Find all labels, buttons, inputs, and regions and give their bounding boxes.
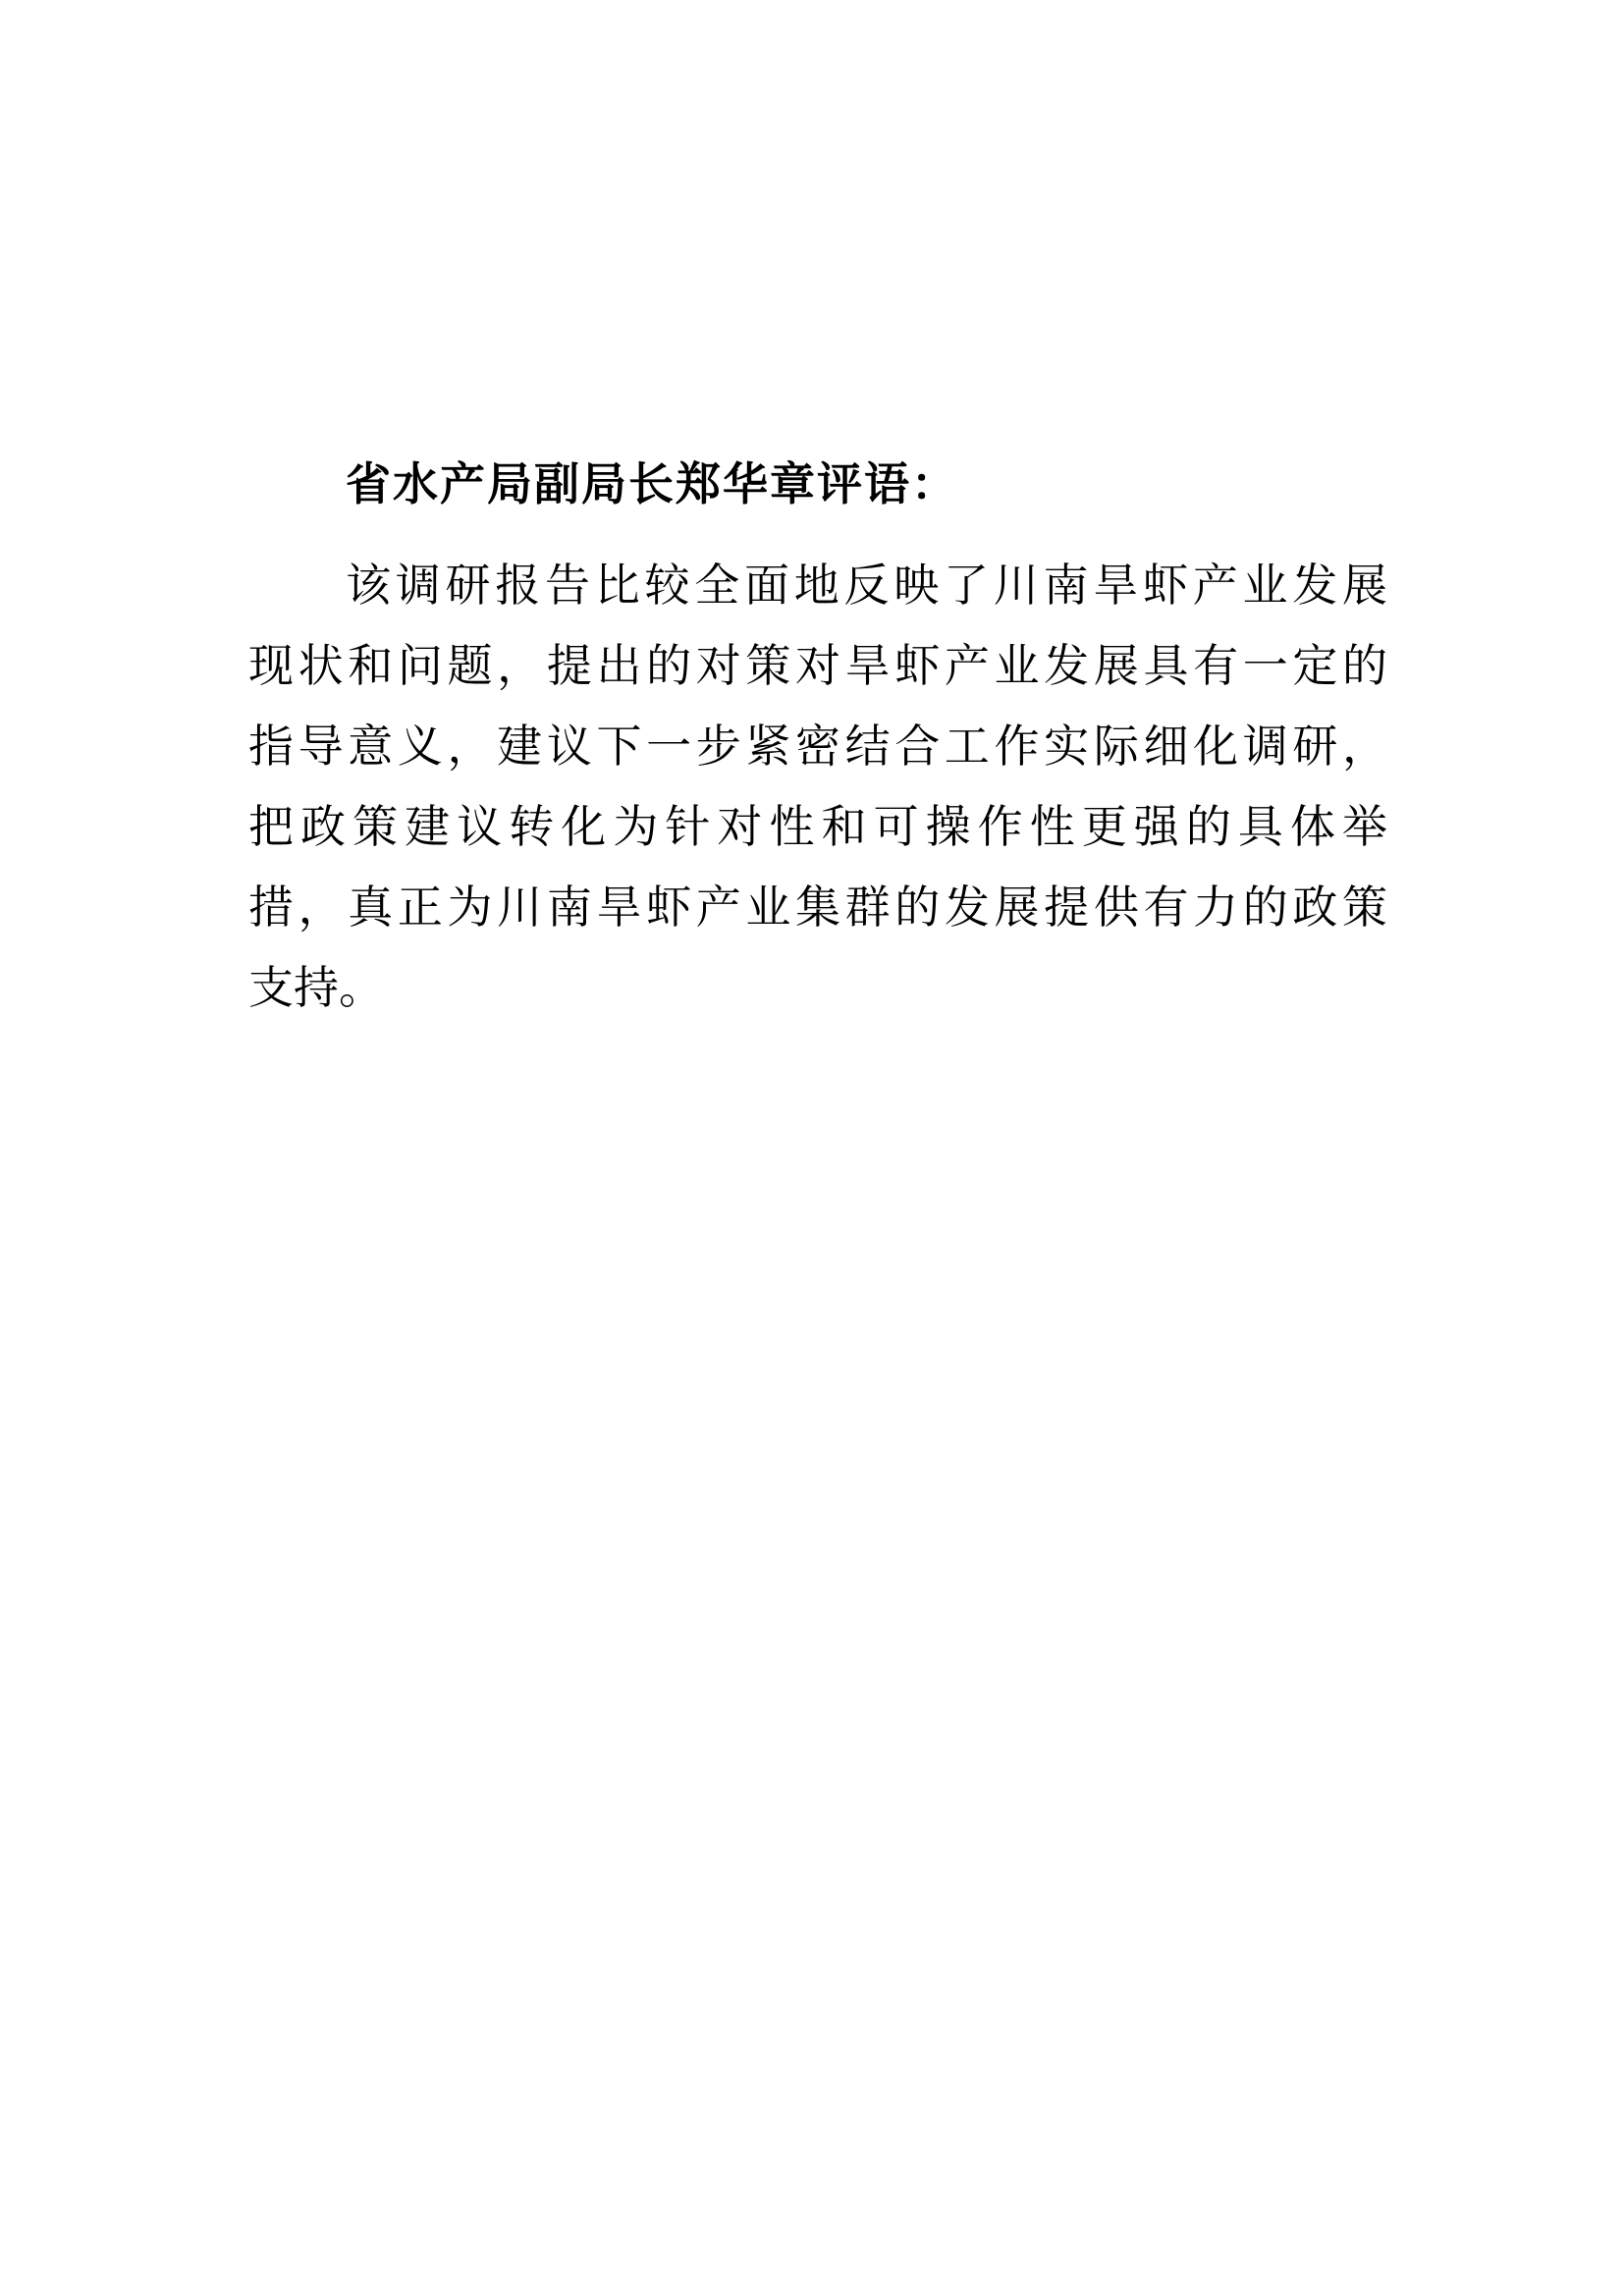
comment-body-line: 该调研报告比较全面地反映了川南旱虾产业发展 <box>346 559 1387 612</box>
comment-body-line: 把政策建议转化为针对性和可操作性更强的具体举 <box>248 800 1387 853</box>
comment-body-line: 支持。 <box>248 961 384 1014</box>
comment-heading: 省水产局副局长郑华章评语： <box>346 457 958 510</box>
comment-body-line: 措，真正为川南旱虾产业集群的发展提供有力的政策 <box>248 881 1387 934</box>
comment-body-line: 现状和问题，提出的对策对旱虾产业发展具有一定的 <box>248 639 1387 692</box>
comment-body-line: 指导意义，建议下一步紧密结合工作实际细化调研， <box>248 720 1387 773</box>
